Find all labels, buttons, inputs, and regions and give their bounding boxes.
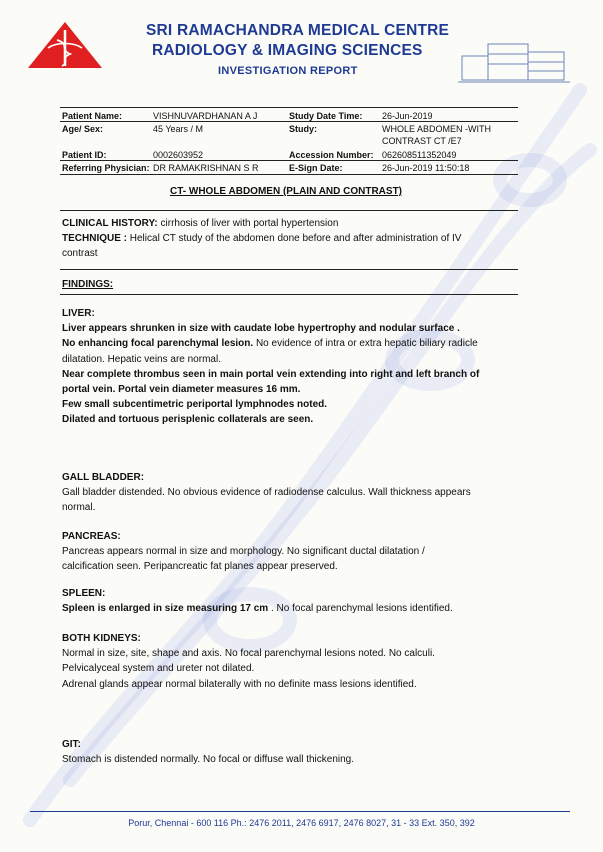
- study-date-label: Study Date Time:: [289, 111, 363, 121]
- footer-divider: [30, 811, 570, 812]
- pancreas-section: [62, 529, 532, 575]
- kidneys-heading: BOTH KIDNEYS:: [62, 633, 141, 644]
- divider: [60, 107, 518, 108]
- liver-line: Dilated and tortuous perisplenic collaterals are seen.: [62, 414, 314, 426]
- department-name: RADIOLOGY & IMAGING SCIENCES: [152, 42, 423, 59]
- kidneys-line: Normal in size, site, shape and axis. No focal parenchymal lesions noted. No calculi.: [62, 648, 435, 660]
- gall-bladder-section: [62, 470, 532, 516]
- spleen-line: [62, 601, 532, 616]
- patient-id-value: 0002603952: [153, 150, 204, 160]
- git-heading: GIT:: [62, 739, 81, 750]
- liver-section: [62, 306, 532, 428]
- pancreas-heading: PANCREAS:: [62, 531, 121, 542]
- technique-text: Helical CT study of the abdomen done before and after administration of IV: [127, 233, 462, 245]
- study-value-line2: CONTRAST CT /E7: [382, 136, 462, 146]
- hospital-logo-icon: [26, 20, 104, 70]
- liver-line: Few small subcentimetric periportal lymphnodes noted.: [62, 399, 328, 411]
- spleen-line-normal: . No focal parenchymal lesions identified.: [268, 603, 453, 615]
- kidneys-section: [62, 631, 532, 692]
- divider: [60, 174, 518, 175]
- spleen-heading: SPLEEN:: [62, 588, 106, 599]
- esign-date-label: E-Sign Date:: [289, 163, 343, 173]
- referring-physician-label: Referring Physician:: [62, 163, 150, 173]
- building-illustration-icon: [458, 36, 570, 86]
- accession-value: 062608511352049: [382, 150, 457, 160]
- patient-name-value: VISHNUVARDHANAN A J: [153, 111, 258, 121]
- divider: [60, 160, 518, 161]
- findings-heading: FINDINGS:: [62, 279, 114, 290]
- liver-line: portal vein. Portal vein diameter measures 16 mm.: [62, 384, 301, 396]
- gall-bladder-heading: GALL BLADDER:: [62, 472, 145, 483]
- patient-name-label: Patient Name:: [62, 111, 123, 121]
- liver-line: dilatation. Hepatic veins are normal.: [62, 353, 221, 365]
- watermark-graphic: [10, 60, 600, 840]
- spleen-line-bold: Spleen is enlarged in size measuring 17 cm: [62, 603, 269, 615]
- liver-line: Liver appears shrunken in size with caudate lobe hypertrophy and nodular surface .: [62, 323, 460, 335]
- git-line: Stomach is distended normally. No focal or diffuse wall thickening.: [62, 754, 354, 766]
- gall-bladder-line: normal.: [62, 502, 96, 514]
- divider: [60, 210, 518, 211]
- git-section: [62, 737, 532, 767]
- study-label: Study:: [289, 124, 317, 134]
- study-value-line1: WHOLE ABDOMEN -WITH: [382, 124, 492, 134]
- liver-line: Near complete thrombus seen in main portal vein extending into right and left branch of: [62, 368, 480, 380]
- liver-line-bold: No enhancing focal parenchymal lesion.: [62, 338, 254, 350]
- footer-address: Porur, Chennai - 600 116 Ph.: 2476 2011, 2476 6917, 2476 8027, 31 - 33 Ext. 350, 392: [128, 818, 475, 828]
- age-sex-label: Age/ Sex:: [62, 124, 104, 134]
- kidneys-line: Adrenal glands appear normal bilaterally with no definite mass lesions identified.: [62, 678, 417, 690]
- technique-label: TECHNIQUE :: [62, 233, 127, 245]
- liver-line: [62, 336, 532, 351]
- gall-bladder-line: Gall bladder distended. No obvious evidence of radiodense calculus. Wall thickness appears: [62, 487, 471, 499]
- study-date-value: 26-Jun-2019: [382, 111, 433, 121]
- liver-heading: LIVER:: [62, 308, 95, 319]
- spleen-section: [62, 586, 532, 616]
- clinical-history: [62, 216, 532, 262]
- clinical-history-label: CLINICAL HISTORY:: [62, 218, 158, 229]
- report-type: INVESTIGATION REPORT: [218, 65, 358, 77]
- esign-date-value: 26-Jun-2019 11:50:18: [382, 163, 470, 173]
- pancreas-line: Pancreas appears normal in size and morphology. No significant ductal dilatation /: [62, 546, 425, 558]
- divider: [60, 269, 518, 270]
- patient-id-label: Patient ID:: [62, 150, 107, 160]
- pancreas-line: calcification seen. Peripancreatic fat planes appear preserved.: [62, 561, 338, 573]
- divider: [60, 294, 518, 295]
- liver-line-normal: No evidence of intra or extra hepatic biliary radicle: [253, 338, 478, 350]
- kidneys-line: Pelvicalyceal system and ureter not dilated.: [62, 663, 255, 675]
- hospital-name: SRI RAMACHANDRA MEDICAL CENTRE: [146, 22, 450, 39]
- report-title: CT- WHOLE ABDOMEN (PLAIN AND CONTRAST): [170, 186, 403, 197]
- age-sex-value: 45 Years / M: [153, 124, 204, 134]
- technique-text-cont: contrast: [62, 248, 98, 260]
- clinical-history-text: cirrhosis of liver with portal hypertension: [157, 218, 339, 229]
- referring-physician-value: DR RAMAKRISHNAN S R: [153, 163, 259, 173]
- accession-label: Accession Number:: [289, 150, 374, 160]
- divider: [60, 121, 518, 122]
